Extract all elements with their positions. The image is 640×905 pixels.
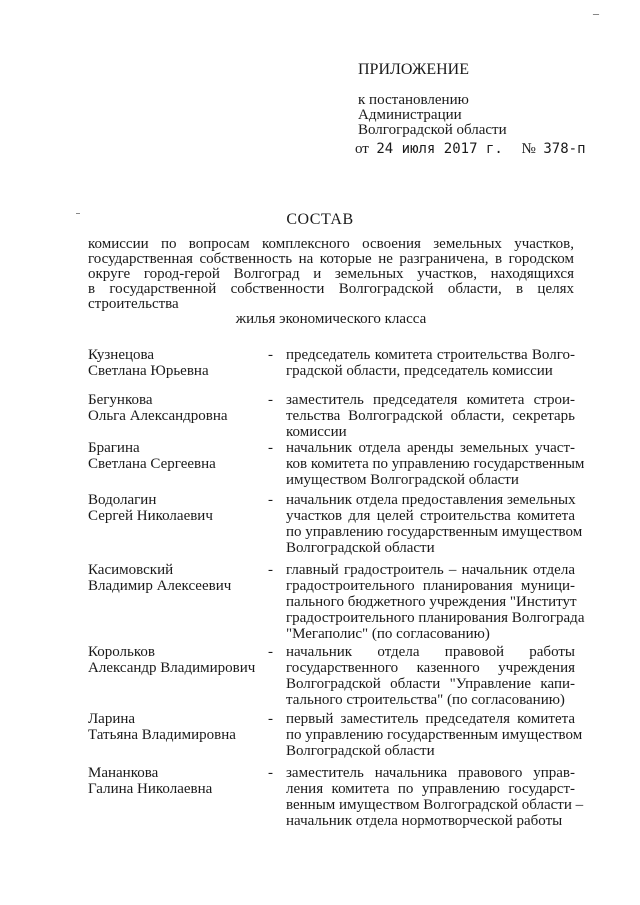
- member-dash: -: [268, 711, 273, 727]
- member-surname: Бегункова: [88, 392, 153, 408]
- order-date-number: [355, 141, 586, 157]
- commission-title-line: в государственной собственности Волгоградской области, в целях строительства: [88, 281, 574, 312]
- member-dash: -: [268, 644, 273, 660]
- commission-title: [88, 237, 574, 327]
- member-surname: Касимовский: [88, 562, 174, 578]
- member-surname: Ларина: [88, 711, 136, 727]
- member-given-names: Светлана Сергеевна: [88, 456, 216, 472]
- commission-title-line: государственная собственность на которые не разграничена, в городском: [88, 251, 574, 267]
- member-dash: -: [268, 765, 273, 781]
- member-name: [88, 492, 268, 524]
- commission-title-line: жилья экономического класса: [235, 311, 427, 327]
- appendix-line: Волгоградской области: [358, 122, 507, 138]
- member-given-names: Татьяна Владимировна: [88, 727, 236, 743]
- commission-title-line: комиссии по вопросам комплексного освоения земельных участков,: [88, 236, 574, 252]
- member-name: [88, 440, 268, 472]
- member-name: [88, 347, 268, 379]
- member-surname: Брагина: [88, 440, 140, 456]
- member-role: [286, 765, 584, 829]
- member-role: [286, 644, 575, 708]
- member-given-names: Ольга Александровна: [88, 408, 228, 424]
- role-line: заместитель начальника правового управ-: [286, 765, 575, 781]
- member-given-names: Сергей Николаевич: [88, 508, 213, 524]
- member-given-names: Светлана Юрьевна: [88, 363, 209, 379]
- member-role: [286, 492, 583, 556]
- role-line: по управлению государственным имуществом: [286, 524, 583, 540]
- member-role: [286, 392, 575, 440]
- role-line: начальник отдела нормотворческой работы: [286, 813, 563, 829]
- member-role: [286, 440, 585, 488]
- role-line: государственного казенного учреждения: [286, 660, 575, 676]
- order-number: 378-п: [543, 141, 586, 157]
- member-given-names: Владимир Алексеевич: [88, 578, 232, 594]
- appendix-line: Администрации: [358, 107, 462, 123]
- role-line: Волгоградской области "Управление капи-: [286, 676, 575, 692]
- member-surname: Корольков: [88, 644, 155, 660]
- member-name: [88, 392, 268, 424]
- role-line: ления комитета по управлению государст-: [286, 781, 575, 797]
- role-line: ков комитета по управлению государственным: [286, 456, 585, 472]
- member-surname: Кузнецова: [88, 347, 155, 363]
- role-line: участков для целей строительства комитета: [286, 508, 575, 524]
- role-line: комиссии: [286, 424, 347, 440]
- role-line: градостроительного планирования Волгограда: [286, 610, 585, 626]
- member-surname: Водолагин: [88, 492, 157, 508]
- role-line: тельства Волгоградской области, секретарь: [286, 408, 575, 424]
- member-role: [286, 562, 585, 642]
- role-line: градостроительного планирования муници-: [286, 578, 575, 594]
- appendix-line: к постановлению: [358, 92, 469, 108]
- member-dash: -: [268, 392, 273, 408]
- role-line: заместитель председателя комитета строи-: [286, 392, 575, 408]
- commission-title-line: округе город-герой Волгоград и земельных участков, находящихся: [88, 266, 574, 282]
- corner-mark: –: [593, 6, 599, 20]
- member-dash: -: [268, 492, 273, 508]
- document-heading: СОСТАВ: [286, 211, 354, 228]
- member-surname: Мананкова: [88, 765, 159, 781]
- date-prefix: от: [355, 141, 369, 157]
- role-line: первый заместитель председателя комитета: [286, 711, 575, 727]
- order-date: 24 июля 2017 г.: [376, 141, 503, 157]
- member-name: [88, 711, 268, 743]
- member-given-names: Галина Николаевна: [88, 781, 213, 797]
- member-dash: -: [268, 347, 273, 363]
- member-name: [88, 562, 268, 594]
- member-name: [88, 644, 268, 676]
- role-line: главный градостроитель – начальник отдела: [286, 562, 575, 578]
- member-dash: -: [268, 562, 273, 578]
- member-dash: -: [268, 440, 273, 456]
- role-line: начальник отдела правовой работы: [286, 644, 575, 660]
- role-line: Волгоградской области: [286, 743, 435, 759]
- role-line: градской области, председатель комиссии: [286, 363, 553, 379]
- number-label: №: [521, 141, 536, 157]
- member-role: [286, 347, 575, 379]
- member-name: [88, 765, 268, 797]
- role-line: тального строительства" (по согласованию): [286, 692, 565, 708]
- role-line: начальник отдела предоставления земельных: [286, 492, 576, 508]
- member-role: [286, 711, 583, 759]
- appendix-title: ПРИЛОЖЕНИЕ: [358, 61, 470, 78]
- role-line: председатель комитета строительства Волго-: [286, 347, 575, 363]
- role-line: начальник отдела аренды земельных участ-: [286, 440, 575, 456]
- role-line: пального бюджетного учреждения "Институт: [286, 594, 577, 610]
- role-line: венным имуществом Волгоградской области –: [286, 797, 584, 813]
- role-line: "Мегаполис" (по согласованию): [286, 626, 490, 642]
- role-line: имуществом Волгоградской области: [286, 472, 519, 488]
- role-line: Волгоградской области: [286, 540, 435, 556]
- role-line: по управлению государственным имуществом: [286, 727, 583, 743]
- member-given-names: Александр Владимирович: [88, 660, 256, 676]
